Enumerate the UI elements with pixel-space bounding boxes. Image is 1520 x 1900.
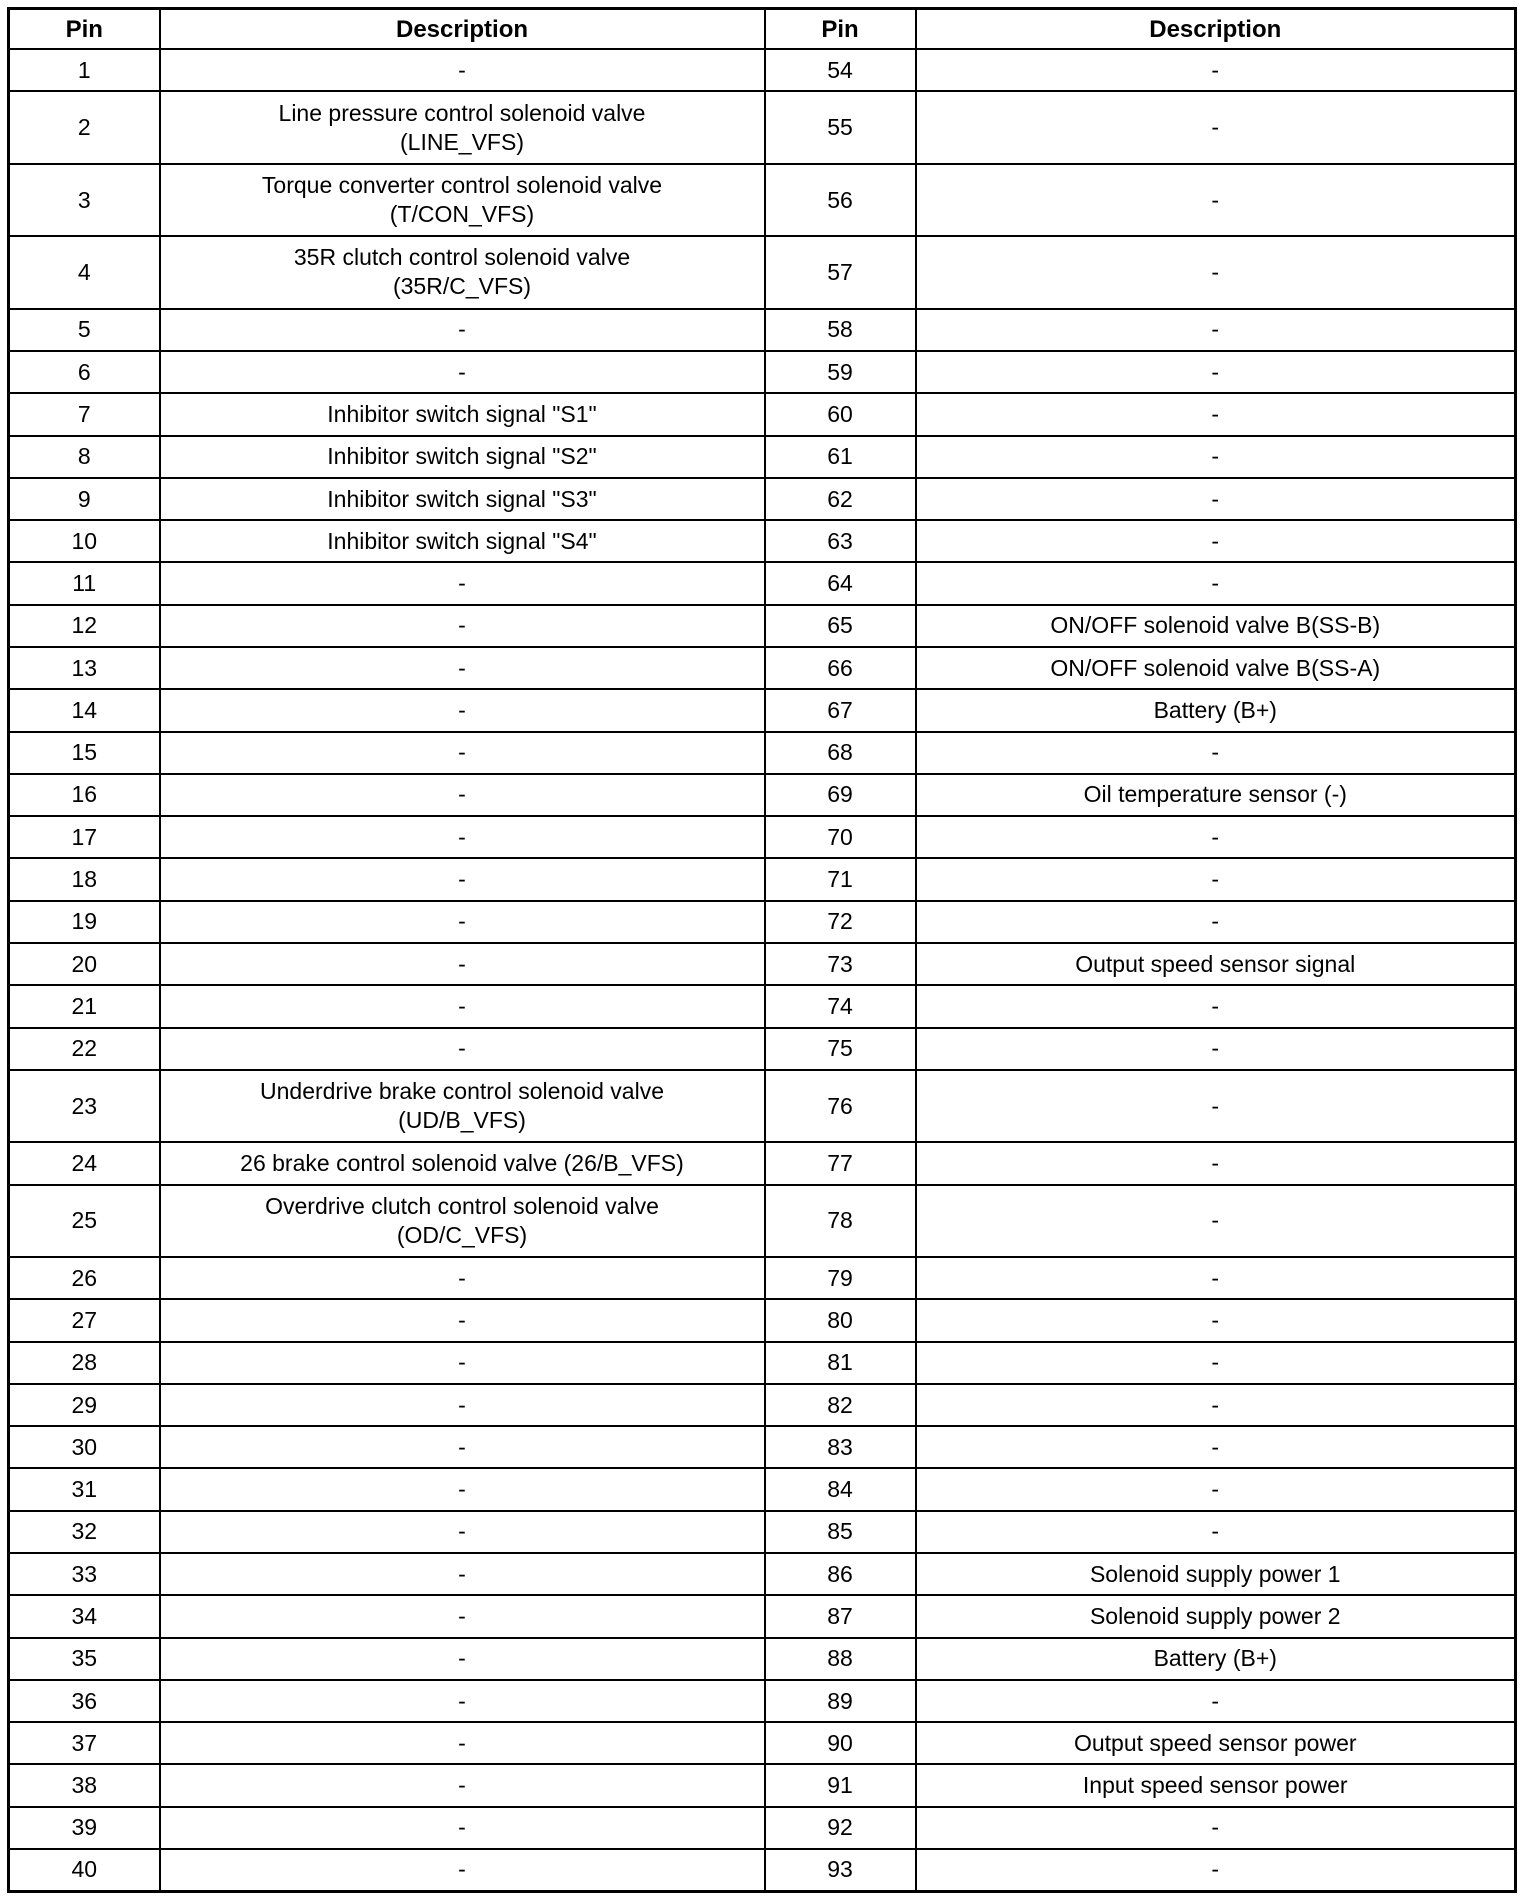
- description-line: -: [1211, 908, 1220, 935]
- pin-description-right: [916, 732, 1516, 774]
- pin-description-table: [7, 7, 1517, 1893]
- header-description-right: Description: [916, 9, 1516, 50]
- pin-number-left: 34: [9, 1595, 160, 1637]
- table-row: [9, 236, 1516, 308]
- pin-number-right: 75: [765, 1028, 916, 1070]
- table-row: [9, 1553, 1516, 1595]
- description-line: -: [1211, 1035, 1220, 1062]
- pin-description-right: [916, 1299, 1516, 1341]
- description-line: -: [458, 1814, 466, 1841]
- description-line: -: [1211, 1814, 1220, 1841]
- pin-description-right: [916, 520, 1516, 562]
- pin-number-left: 6: [9, 351, 160, 393]
- pin-description-right: [916, 985, 1516, 1027]
- pin-description-right: [916, 1807, 1516, 1849]
- description-line: -: [458, 1433, 466, 1460]
- description-line: -: [458, 654, 466, 681]
- description-line: -: [1211, 866, 1220, 893]
- pin-description-left: [160, 901, 765, 943]
- pin-description-right: [916, 1342, 1516, 1384]
- description-line: -: [458, 316, 466, 343]
- pin-description-right: [916, 91, 1516, 163]
- pin-number-right: 63: [765, 520, 916, 562]
- table-row: [9, 436, 1516, 478]
- table-row: [9, 1468, 1516, 1510]
- table-row: [9, 605, 1516, 647]
- pin-number-right: 69: [765, 774, 916, 816]
- description-line: Inhibitor switch signal "S2": [327, 443, 597, 470]
- pin-number-right: 62: [765, 478, 916, 520]
- table-row: [9, 647, 1516, 689]
- description-line: Oil temperature sensor (-): [1083, 781, 1347, 808]
- pin-number-right: 88: [765, 1638, 916, 1680]
- pin-description-left: [160, 732, 765, 774]
- pin-number-right: 54: [765, 49, 916, 91]
- pin-number-right: 59: [765, 351, 916, 393]
- table-row: [9, 1342, 1516, 1384]
- pin-description-left: [160, 393, 765, 435]
- description-line: Inhibitor switch signal "S3": [327, 485, 597, 512]
- description-line: Input speed sensor power: [1082, 1772, 1348, 1799]
- description-line: -: [1211, 570, 1220, 597]
- description-line: -: [1211, 316, 1220, 343]
- table-row: [9, 1849, 1516, 1892]
- pin-description-right: [916, 1070, 1516, 1142]
- pin-description-right: [916, 562, 1516, 604]
- pin-description-right: [916, 901, 1516, 943]
- description-line: Inhibitor switch signal "S4": [327, 527, 597, 554]
- pin-description-right: [916, 1722, 1516, 1764]
- pin-description-left: [160, 1384, 765, 1426]
- table-row: [9, 1384, 1516, 1426]
- pin-description-left: [160, 1638, 765, 1680]
- table-row: [9, 985, 1516, 1027]
- pin-number-right: 74: [765, 985, 916, 1027]
- pin-number-right: 64: [765, 562, 916, 604]
- pin-description-right: [916, 393, 1516, 435]
- pin-description-left: [160, 1468, 765, 1510]
- pin-number-right: 56: [765, 164, 916, 236]
- description-line: -: [1211, 1391, 1220, 1418]
- pin-number-right: 57: [765, 236, 916, 308]
- description-line: -: [458, 1687, 466, 1714]
- table-row: [9, 393, 1516, 435]
- header-pin-right: Pin: [765, 9, 916, 50]
- pin-description-left: [160, 1553, 765, 1595]
- pin-number-right: 79: [765, 1257, 916, 1299]
- description-line: -: [1211, 992, 1220, 1019]
- pin-description-right: [916, 1511, 1516, 1553]
- pin-number-left: 11: [9, 562, 160, 604]
- pin-description-right: [916, 1468, 1516, 1510]
- pin-description-left: [160, 478, 765, 520]
- pin-number-left: 21: [9, 985, 160, 1027]
- description-line: -: [458, 358, 466, 385]
- table-row: [9, 943, 1516, 985]
- pin-description-right: [916, 1185, 1516, 1257]
- table-row: [9, 774, 1516, 816]
- pin-number-right: 77: [765, 1142, 916, 1184]
- pin-number-right: 93: [765, 1849, 916, 1892]
- description-line: -: [1211, 1856, 1220, 1883]
- pin-number-left: 28: [9, 1342, 160, 1384]
- pin-description-right: [916, 1680, 1516, 1722]
- description-line: -: [458, 1602, 466, 1629]
- description-line: -: [458, 866, 466, 893]
- description-line: -: [1211, 400, 1220, 427]
- pin-description-left: [160, 49, 765, 91]
- pin-number-left: 13: [9, 647, 160, 689]
- table-row: [9, 520, 1516, 562]
- pin-number-right: 91: [765, 1764, 916, 1806]
- pin-number-left: 37: [9, 1722, 160, 1764]
- pin-description-left: [160, 1426, 765, 1468]
- pin-number-left: 14: [9, 689, 160, 731]
- pin-description-left: [160, 91, 765, 163]
- pin-number-right: 82: [765, 1384, 916, 1426]
- description-line: Overdrive clutch control solenoid valve: [265, 1192, 659, 1219]
- description-line: -: [458, 1476, 466, 1503]
- pin-description-right: [916, 1028, 1516, 1070]
- description-line: -: [1211, 186, 1220, 213]
- pin-number-right: 66: [765, 647, 916, 689]
- pin-number-left: 4: [9, 236, 160, 308]
- pin-description-left: [160, 858, 765, 900]
- description-line: -: [1211, 1149, 1220, 1176]
- description-line: -: [458, 1772, 466, 1799]
- pin-number-right: 68: [765, 732, 916, 774]
- description-line: -: [458, 1560, 466, 1587]
- description-line: -: [1211, 485, 1220, 512]
- pin-number-left: 18: [9, 858, 160, 900]
- description-line: Underdrive brake control solenoid valve: [260, 1078, 664, 1105]
- pin-description-right: [916, 943, 1516, 985]
- pin-description-left: [160, 1511, 765, 1553]
- pin-number-left: 22: [9, 1028, 160, 1070]
- pin-description-right: [916, 1142, 1516, 1184]
- pin-description-right: [916, 164, 1516, 236]
- table-row: [9, 1511, 1516, 1553]
- description-line: -: [458, 1264, 466, 1291]
- description-line: -: [1211, 1687, 1220, 1714]
- description-line: -: [1211, 258, 1220, 285]
- pin-number-right: 71: [765, 858, 916, 900]
- description-line: -: [458, 1856, 466, 1883]
- table-row: [9, 164, 1516, 236]
- table-row: [9, 1807, 1516, 1849]
- table-row: [9, 1426, 1516, 1468]
- pin-number-left: 20: [9, 943, 160, 985]
- pin-description-left: [160, 1722, 765, 1764]
- pin-description-right: [916, 1553, 1516, 1595]
- table-row: [9, 1764, 1516, 1806]
- table-row: [9, 1070, 1516, 1142]
- description-line: ON/OFF solenoid valve B(SS-A): [1050, 654, 1381, 681]
- description-line: -: [1211, 527, 1220, 554]
- description-line: -: [1211, 114, 1220, 141]
- description-line: -: [1211, 443, 1220, 470]
- pin-description-left: [160, 1185, 765, 1257]
- pin-number-right: 58: [765, 309, 916, 351]
- description-line: -: [1211, 1476, 1220, 1503]
- pin-number-right: 85: [765, 1511, 916, 1553]
- description-line: (T/CON_VFS): [389, 201, 535, 227]
- pin-description-left: [160, 1257, 765, 1299]
- pin-description-left: [160, 985, 765, 1027]
- description-line: -: [1211, 1092, 1220, 1119]
- pin-number-left: 19: [9, 901, 160, 943]
- pin-number-left: 10: [9, 520, 160, 562]
- pin-description-right: [916, 309, 1516, 351]
- table-row: [9, 858, 1516, 900]
- description-line: ON/OFF solenoid valve B(SS-B): [1050, 612, 1381, 639]
- description-line: Line pressure control solenoid valve: [278, 99, 646, 126]
- pin-number-right: 61: [765, 436, 916, 478]
- pin-number-right: 70: [765, 816, 916, 858]
- table-body: [9, 49, 1516, 1892]
- pin-number-right: 84: [765, 1468, 916, 1510]
- pin-number-right: 67: [765, 689, 916, 731]
- pin-number-right: 90: [765, 1722, 916, 1764]
- pin-description-left: [160, 1849, 765, 1892]
- pin-description-left: [160, 1070, 765, 1142]
- pin-number-right: 65: [765, 605, 916, 647]
- pin-description-left: [160, 1807, 765, 1849]
- description-line: -: [1211, 1433, 1220, 1460]
- description-line: -: [1211, 1207, 1220, 1234]
- pin-description-left: [160, 236, 765, 308]
- pin-number-left: 26: [9, 1257, 160, 1299]
- pin-number-left: 35: [9, 1638, 160, 1680]
- pin-number-left: 2: [9, 91, 160, 163]
- pin-description-left: [160, 436, 765, 478]
- pin-description-left: [160, 689, 765, 731]
- table-row: [9, 1595, 1516, 1637]
- pin-number-left: 25: [9, 1185, 160, 1257]
- pin-description-left: [160, 1299, 765, 1341]
- description-line: Output speed sensor signal: [1075, 950, 1356, 977]
- table-row: [9, 1257, 1516, 1299]
- table-header-row: [9, 9, 1516, 50]
- pin-description-right: [916, 478, 1516, 520]
- pin-description-right: [916, 605, 1516, 647]
- pin-number-left: 39: [9, 1807, 160, 1849]
- description-line: -: [458, 992, 466, 1019]
- pin-number-left: 23: [9, 1070, 160, 1142]
- table-row: [9, 732, 1516, 774]
- pin-description-right: [916, 774, 1516, 816]
- table-row: [9, 1680, 1516, 1722]
- description-line: Battery (B+): [1153, 1645, 1277, 1672]
- table-row: [9, 478, 1516, 520]
- pin-number-left: 3: [9, 164, 160, 236]
- pin-description-left: [160, 774, 765, 816]
- pin-description-left: [160, 1764, 765, 1806]
- header-description-left: Description: [160, 9, 765, 50]
- table-row: [9, 91, 1516, 163]
- description-line: -: [1211, 1518, 1220, 1545]
- pin-description-right: [916, 1257, 1516, 1299]
- pin-description-left: [160, 562, 765, 604]
- pin-number-left: 16: [9, 774, 160, 816]
- description-line: Solenoid supply power 2: [1089, 1602, 1341, 1629]
- pin-number-right: 86: [765, 1553, 916, 1595]
- pin-number-left: 1: [9, 49, 160, 91]
- pin-description-right: [916, 1595, 1516, 1637]
- description-line: 26 brake control solenoid valve (26/B_VFS): [240, 1149, 684, 1176]
- description-line: -: [458, 1391, 466, 1418]
- description-line: Inhibitor switch signal "S1": [327, 400, 597, 427]
- description-line: 35R clutch control solenoid valve: [293, 244, 631, 271]
- description-line: -: [458, 56, 466, 83]
- description-line: Battery (B+): [1153, 696, 1277, 723]
- pin-description-left: [160, 943, 765, 985]
- pin-description-left: [160, 351, 765, 393]
- description-line: -: [1211, 1264, 1220, 1291]
- pin-number-left: 36: [9, 1680, 160, 1722]
- pin-number-left: 24: [9, 1142, 160, 1184]
- pin-description-left: [160, 164, 765, 236]
- pin-description-left: [160, 1680, 765, 1722]
- description-line: -: [458, 1306, 466, 1333]
- pin-number-right: 89: [765, 1680, 916, 1722]
- pin-number-left: 8: [9, 436, 160, 478]
- description-line: -: [1211, 358, 1220, 385]
- description-line: -: [458, 739, 466, 766]
- pin-number-left: 17: [9, 816, 160, 858]
- pin-number-left: 7: [9, 393, 160, 435]
- table-row: [9, 1722, 1516, 1764]
- pin-description-right: [916, 436, 1516, 478]
- pin-number-right: 92: [765, 1807, 916, 1849]
- pin-number-right: 81: [765, 1342, 916, 1384]
- table-row: [9, 1142, 1516, 1184]
- pin-number-left: 30: [9, 1426, 160, 1468]
- pin-description-left: [160, 816, 765, 858]
- pin-number-right: 76: [765, 1070, 916, 1142]
- table-row: [9, 1299, 1516, 1341]
- description-line: -: [458, 1518, 466, 1545]
- description-line: -: [1211, 56, 1220, 83]
- description-line: (LINE_VFS): [400, 128, 524, 155]
- description-line: (35R/C_VFS): [392, 273, 532, 300]
- description-line: Output speed sensor power: [1073, 1729, 1357, 1756]
- pin-description-right: [916, 49, 1516, 91]
- pin-description-left: [160, 520, 765, 562]
- pin-description-right: [916, 1638, 1516, 1680]
- description-line: (UD/B_VFS): [398, 1107, 526, 1134]
- table-row: [9, 901, 1516, 943]
- table-row: [9, 1185, 1516, 1257]
- table-row: [9, 1028, 1516, 1070]
- pin-number-left: 38: [9, 1764, 160, 1806]
- description-line: -: [458, 612, 466, 639]
- description-line: -: [1211, 1306, 1220, 1333]
- pin-number-left: 33: [9, 1553, 160, 1595]
- description-line: -: [458, 570, 466, 597]
- description-line: -: [458, 908, 466, 935]
- pin-description-right: [916, 689, 1516, 731]
- pin-number-right: 55: [765, 91, 916, 163]
- pin-description-left: [160, 647, 765, 689]
- description-line: -: [458, 781, 466, 808]
- pin-number-left: 27: [9, 1299, 160, 1341]
- pin-description-right: [916, 351, 1516, 393]
- pin-description-right: [916, 1849, 1516, 1892]
- pin-number-left: 12: [9, 605, 160, 647]
- pin-description-right: [916, 647, 1516, 689]
- pin-number-right: 72: [765, 901, 916, 943]
- pin-number-left: 31: [9, 1468, 160, 1510]
- description-line: -: [458, 950, 466, 977]
- header-pin-left: Pin: [9, 9, 160, 50]
- table-row: [9, 49, 1516, 91]
- description-line: Torque converter control solenoid valve: [261, 172, 663, 198]
- pin-description-right: [916, 816, 1516, 858]
- pin-number-right: 73: [765, 943, 916, 985]
- pin-description-right: [916, 1384, 1516, 1426]
- pin-description-right: [916, 1764, 1516, 1806]
- table-row: [9, 689, 1516, 731]
- pin-number-right: 80: [765, 1299, 916, 1341]
- pin-description-left: [160, 309, 765, 351]
- pin-number-right: 60: [765, 393, 916, 435]
- description-line: Solenoid supply power 1: [1089, 1560, 1341, 1587]
- pin-description-right: [916, 1426, 1516, 1468]
- pin-description-left: [160, 605, 765, 647]
- pin-number-left: 15: [9, 732, 160, 774]
- pin-description-left: [160, 1595, 765, 1637]
- pin-description-left: [160, 1028, 765, 1070]
- pin-number-left: 40: [9, 1849, 160, 1892]
- description-line: (OD/C_VFS): [396, 1221, 528, 1248]
- pin-number-right: 78: [765, 1185, 916, 1257]
- pin-number-left: 32: [9, 1511, 160, 1553]
- table-row: [9, 816, 1516, 858]
- pin-description-right: [916, 236, 1516, 308]
- description-line: -: [458, 696, 466, 723]
- pin-description-left: [160, 1142, 765, 1184]
- description-line: -: [458, 1729, 466, 1756]
- pin-number-right: 87: [765, 1595, 916, 1637]
- table-row: [9, 309, 1516, 351]
- pin-description-left: [160, 1342, 765, 1384]
- pin-description-right: [916, 858, 1516, 900]
- table-row: [9, 562, 1516, 604]
- description-line: -: [1211, 739, 1220, 766]
- description-line: -: [458, 1645, 466, 1672]
- description-line: -: [1211, 1349, 1220, 1376]
- pin-number-left: 5: [9, 309, 160, 351]
- pin-number-left: 9: [9, 478, 160, 520]
- description-line: -: [458, 1349, 466, 1376]
- pin-number-left: 29: [9, 1384, 160, 1426]
- table-row: [9, 1638, 1516, 1680]
- pin-number-right: 83: [765, 1426, 916, 1468]
- description-line: -: [1211, 823, 1220, 850]
- description-line: -: [458, 1035, 466, 1062]
- table-row: [9, 351, 1516, 393]
- description-line: -: [458, 823, 466, 850]
